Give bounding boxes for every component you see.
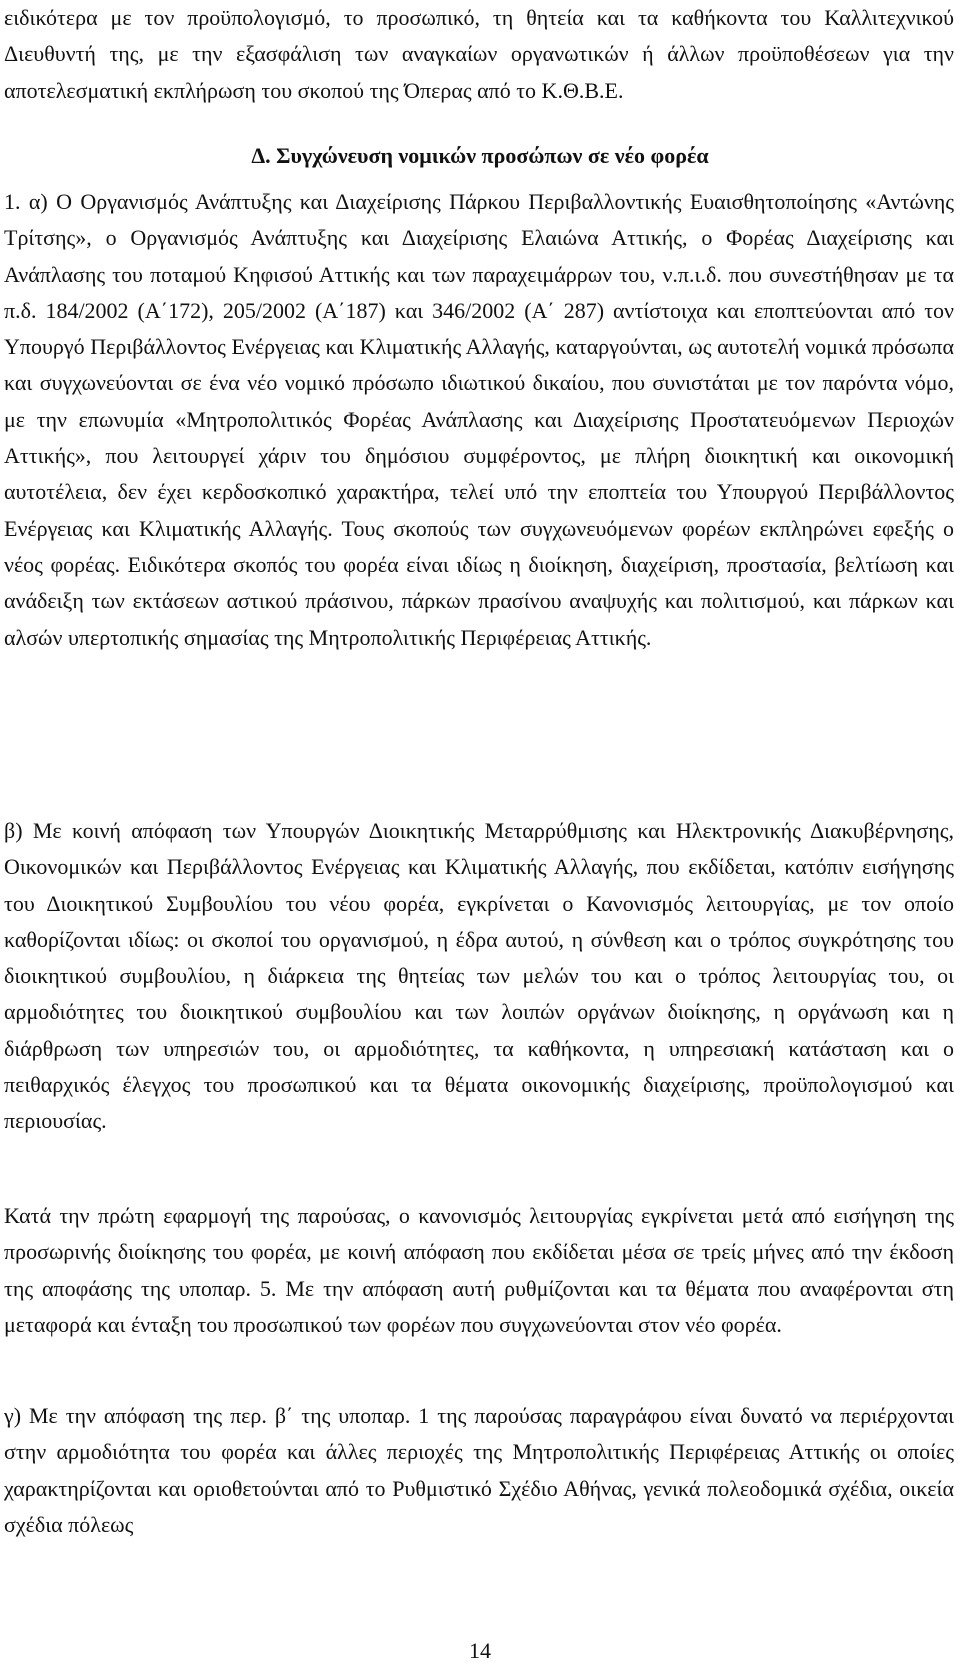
- paragraph-1b: β) Με κοινή απόφαση των Υπουργών Διοικητικής Μεταρρύθμισης και Ηλεκτρονικής Διακυβέρνησης, Οικονομικών και Περιβάλλοντος Ενέργειας και Κλιματικής Αλλαγής, που εκδίδεται, κατόπιν εισήγησης του Διοικητικού Συμβουλίου του νέου φορέα, εγκρίνεται ο Κανονισμός λειτουργίας, με τον οποίο καθορίζονται ιδίως: οι σκοποί του οργανισμού, η έδρα αυτού, η σύνθεση και ο τρόπος συγκρότησης του διοικητικού συμβουλίου, η διάρκεια της θητείας των μελών του και ο τρόπος λειτουργίας του, οι αρμοδιότητες του διοικητικού συμβουλίου και των λοιπών οργάνων διοίκησης, η οργάνωση και η διάρθρωση των υπηρεσιών του, οι αρμοδιότητες, τα καθήκοντα, η υπηρεσιακή κατάσταση και ο πειθαρχικός έλεγχος του προσωπικού και τα θέματα οικονομικής διαχείρισης, προϋπολογισμού και περιουσίας.: [4, 818, 954, 1134]
- intro-paragraph: ειδικότερα με τον προϋπολογισμό, το προσωπικό, τη θητεία και τα καθήκοντα του Καλλιτεχνικού Διευθυντή της, με την εξασφάλιση των αναγκαίων οργανωτικών ή άλλων προϋποθέσεων για την αποτελεσματική εκπλήρωση του σκοπού της Όπερας από το Κ.Θ.Β.Ε.: [4, 5, 954, 103]
- paragraph-1a: 1. α) Ο Οργανισμός Ανάπτυξης και Διαχείρισης Πάρκου Περιβαλλοντικής Ευαισθητοποίησης «Αντώνης Τρίτσης», ο Οργανισμός Ανάπτυξης και Διαχείρισης Ελαιώνα Αττικής, ο Φορέας Διαχείρισης και Ανάπλασης του ποταμού Κηφισού Αττικής και των παραχειμάρρων του, ν.π.ι.δ. που συνεστήθησαν με τα π.δ. 184/2002 (Α΄172), 205/2002 (Α΄187) και 346/2002 (Α΄ 287) αντίστοιχα και εποπτεύονται από τον Υπουργό Περιβάλλοντος Ενέργειας και Κλιματικής Αλλαγής, καταργούνται, ως αυτοτελή νομικά πρόσωπα και συγχωνεύονται σε ένα νέο νομικό πρόσωπο ιδιωτικού δικαίου, που συνιστάται με τον παρόντα νόμο, με την επωνυμία «Μητροπολιτικός Φορέας Ανάπλασης και Διαχείρισης Προστατευόμενων Περιοχών Αττικής», που λειτουργεί χάριν του δημόσιου συμφέροντος, με πλήρη διοικητική και οικονομική αυτοτέλεια, δεν έχει κερδοσκοπικό χαρακτήρα, τελεί υπό την εποπτεία του Υπουργού Περιβάλλοντος Ενέργειας και Κλιματικής Αλλαγής. Τους σκοπούς των συγχωνευόμενων φορέων εκπληρώνει εφεξής ο νέος φορέας. Ειδικότερα σκοπός του φορέα είναι ιδίως η διοίκηση, διαχείριση, προστασία, βελτίωση και ανάδειξη των εκτάσεων αστικού πράσινου, πάρκων πρασίνου αναψυχής και πολιτισμού, και πάρκων και αλσών υπερτοπικής σημασίας της Μητροπολιτικής Περιφέρειας Αττικής.: [4, 189, 954, 650]
- page-number: 14: [469, 1638, 491, 1663]
- paragraph-1b-continued: Κατά την πρώτη εφαρμογή της παρούσας, ο κανονισμός λειτουργίας εγκρίνεται μετά από εισήγηση της προσωρινής διοίκησης του φορέα, με κοινή απόφαση που εκδίδεται μέσα σε τρείς μήνες από την έκδοση της αποφάσης της υποπαρ. 5. Με την απόφαση αυτή ρυθμίζονται και τα θέματα που αναφέρονται στη μεταφορά και ένταξη του προσωπικού των φορέων που συγχωνεύονται στον νέο φορέα.: [4, 1203, 954, 1337]
- paragraph-1c: γ) Με την απόφαση της περ. β΄ της υποπαρ. 1 της παρούσας παραγράφου είναι δυνατό να περιέρχονται στην αρμοδιότητα του φορέα και άλλες περιοχές της Μητροπολιτικής Περιφέρειας Αττικής οι οποίες χαρακτηρίζονται και οριοθετούνται από το Ρυθμιστικό Σχέδιο Αθήνας, γενικά πολεοδομικά σχέδια, οικεία σχέδια πόλεως: [4, 1403, 954, 1537]
- section-heading: Δ. Συγχώνευση νομικών προσώπων σε νέο φορέα: [251, 143, 709, 168]
